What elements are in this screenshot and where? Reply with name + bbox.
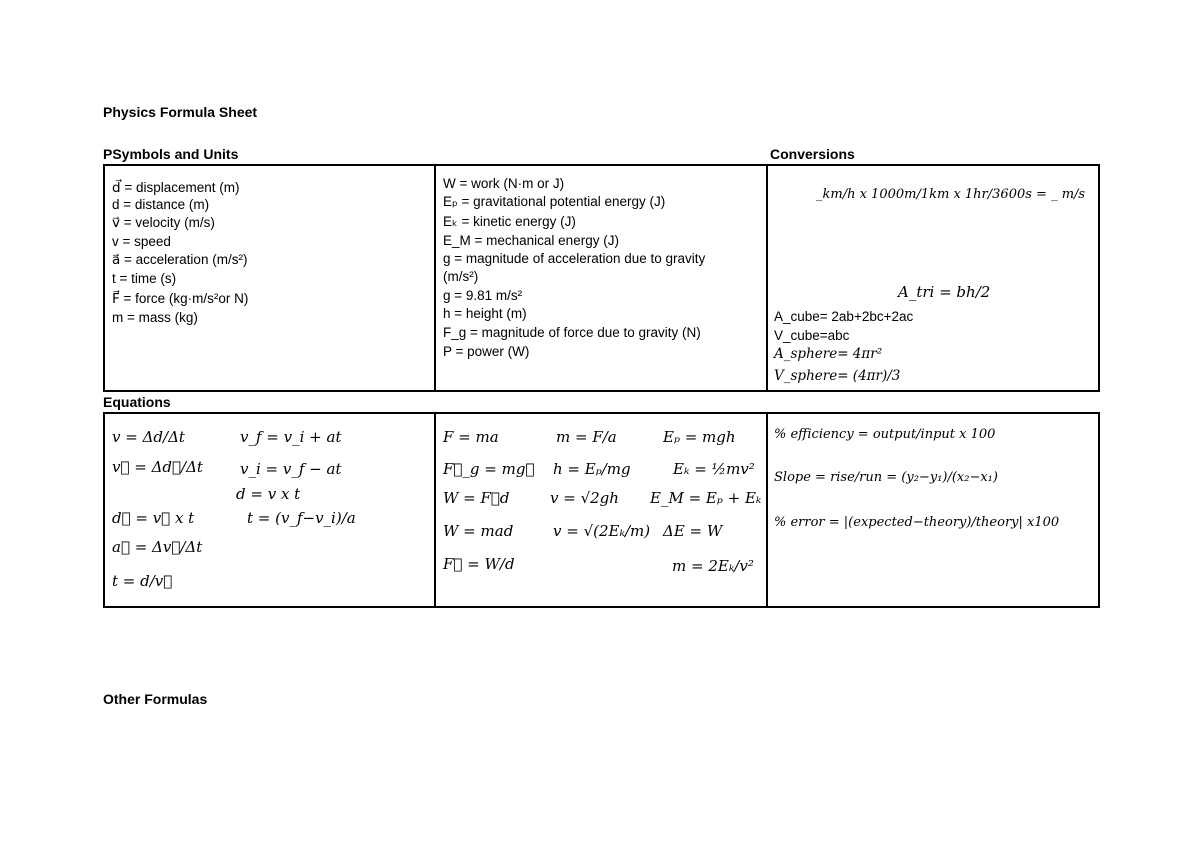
symbols-heading: PSymbols and Units bbox=[103, 146, 239, 162]
conversions-heading: Conversions bbox=[770, 146, 855, 162]
eq-force-work: F⃗ = W/d bbox=[443, 555, 515, 573]
eq-initial-velocity: v_i = v_f − at bbox=[240, 460, 342, 478]
eq-time: t = d/v⃗ bbox=[112, 572, 173, 590]
eq-distance: d = v x t bbox=[236, 485, 301, 503]
symbols-table-divider-1 bbox=[434, 164, 436, 392]
symbol-gravity-accel-unit: (m/s²) bbox=[443, 269, 479, 284]
eq-velocity-gh: v = √2gh bbox=[550, 489, 619, 507]
eq-gravity-force: F⃗_g = mg⃗ bbox=[443, 460, 535, 478]
eq-mass: m = F/a bbox=[556, 428, 617, 446]
symbol-gravity-force: F_g = magnitude of force due to gravity (N) bbox=[443, 325, 701, 340]
eq-mass-ek: m = 2Eₖ/v² bbox=[672, 557, 754, 575]
symbol-power: P = power (W) bbox=[443, 344, 530, 359]
eq-energy-work: ΔE = W bbox=[663, 522, 723, 540]
eq-velocity: v⃗ = Δd⃗/Δt bbox=[112, 458, 203, 476]
area-triangle: A_tri = bh/2 bbox=[898, 283, 991, 301]
symbol-height: h = height (m) bbox=[443, 306, 527, 321]
eq-kinetic-energy: Eₖ = ½mv² bbox=[673, 460, 755, 478]
symbols-table-divider-2 bbox=[766, 164, 768, 392]
symbol-mass: m = mass (kg) bbox=[112, 310, 198, 325]
eq-potential-energy: Eₚ = mgh bbox=[663, 428, 736, 446]
other-formulas-heading: Other Formulas bbox=[103, 691, 208, 707]
equations-table-divider-1 bbox=[434, 412, 436, 608]
symbol-mechanical-energy: E_M = mechanical energy (J) bbox=[443, 233, 619, 248]
eq-percent-error: % error = |(expected−theory)/theory| x100 bbox=[774, 515, 1060, 530]
symbol-gravity-value: g = 9.81 m/s² bbox=[443, 288, 523, 303]
eq-velocity-ek: v = √(2Eₖ/m) bbox=[553, 522, 651, 540]
eq-height: h = Eₚ/mg bbox=[553, 460, 631, 478]
equations-table-divider-2 bbox=[766, 412, 768, 608]
symbol-acceleration: a⃗ = acceleration (m/s²) bbox=[112, 252, 248, 267]
eq-work-mad: W = mad bbox=[443, 522, 514, 540]
eq-displacement: d⃗ = v⃗ x t bbox=[112, 509, 195, 527]
symbol-velocity: v⃗ = velocity (m/s) bbox=[112, 215, 215, 230]
symbol-force: F⃗ = force (kg·m/s²or N) bbox=[112, 291, 249, 306]
eq-efficiency: % efficiency = output/input x 100 bbox=[774, 427, 996, 442]
eq-time-kinematic: t = (v_f−v_i)/a bbox=[247, 509, 356, 527]
eq-final-velocity: v_f = v_i + at bbox=[240, 428, 342, 446]
page-title: Physics Formula Sheet bbox=[103, 104, 258, 120]
symbol-speed: v = speed bbox=[112, 234, 171, 249]
volume-sphere: V_sphere= (4πr)/3 bbox=[774, 368, 901, 384]
eq-force: F = ma bbox=[443, 428, 499, 446]
area-cube: A_cube= 2ab+2bc+2ac bbox=[774, 309, 914, 324]
symbol-kinetic-energy: Eₖ = kinetic energy (J) bbox=[443, 214, 576, 229]
eq-work: W = F⃗d bbox=[443, 489, 510, 507]
symbol-potential-energy: Eₚ = gravitational potential energy (J) bbox=[443, 194, 666, 209]
eq-speed: v = Δd/Δt bbox=[112, 428, 185, 446]
area-sphere: A_sphere= 4πr² bbox=[774, 346, 883, 362]
eq-mechanical-energy: E_M = Eₚ + Eₖ bbox=[650, 489, 762, 507]
unit-conversion: _km/h x 1000m/1km x 1hr/3600s = _ m/s bbox=[816, 187, 1086, 202]
equations-heading: Equations bbox=[103, 394, 171, 410]
symbol-time: t = time (s) bbox=[112, 271, 177, 286]
eq-acceleration: a⃗ = Δv⃗/Δt bbox=[112, 538, 203, 556]
symbol-work: W = work (N·m or J) bbox=[443, 176, 565, 191]
symbol-gravity-accel: g = magnitude of acceleration due to gravity bbox=[443, 251, 706, 266]
eq-slope: Slope = rise/run = (y₂−y₁)/(x₂−x₁) bbox=[774, 470, 998, 485]
symbol-distance: d = distance (m) bbox=[112, 197, 210, 212]
symbol-displacement: d⃗ = displacement (m) bbox=[112, 180, 240, 195]
volume-cube: V_cube=abc bbox=[774, 328, 850, 343]
